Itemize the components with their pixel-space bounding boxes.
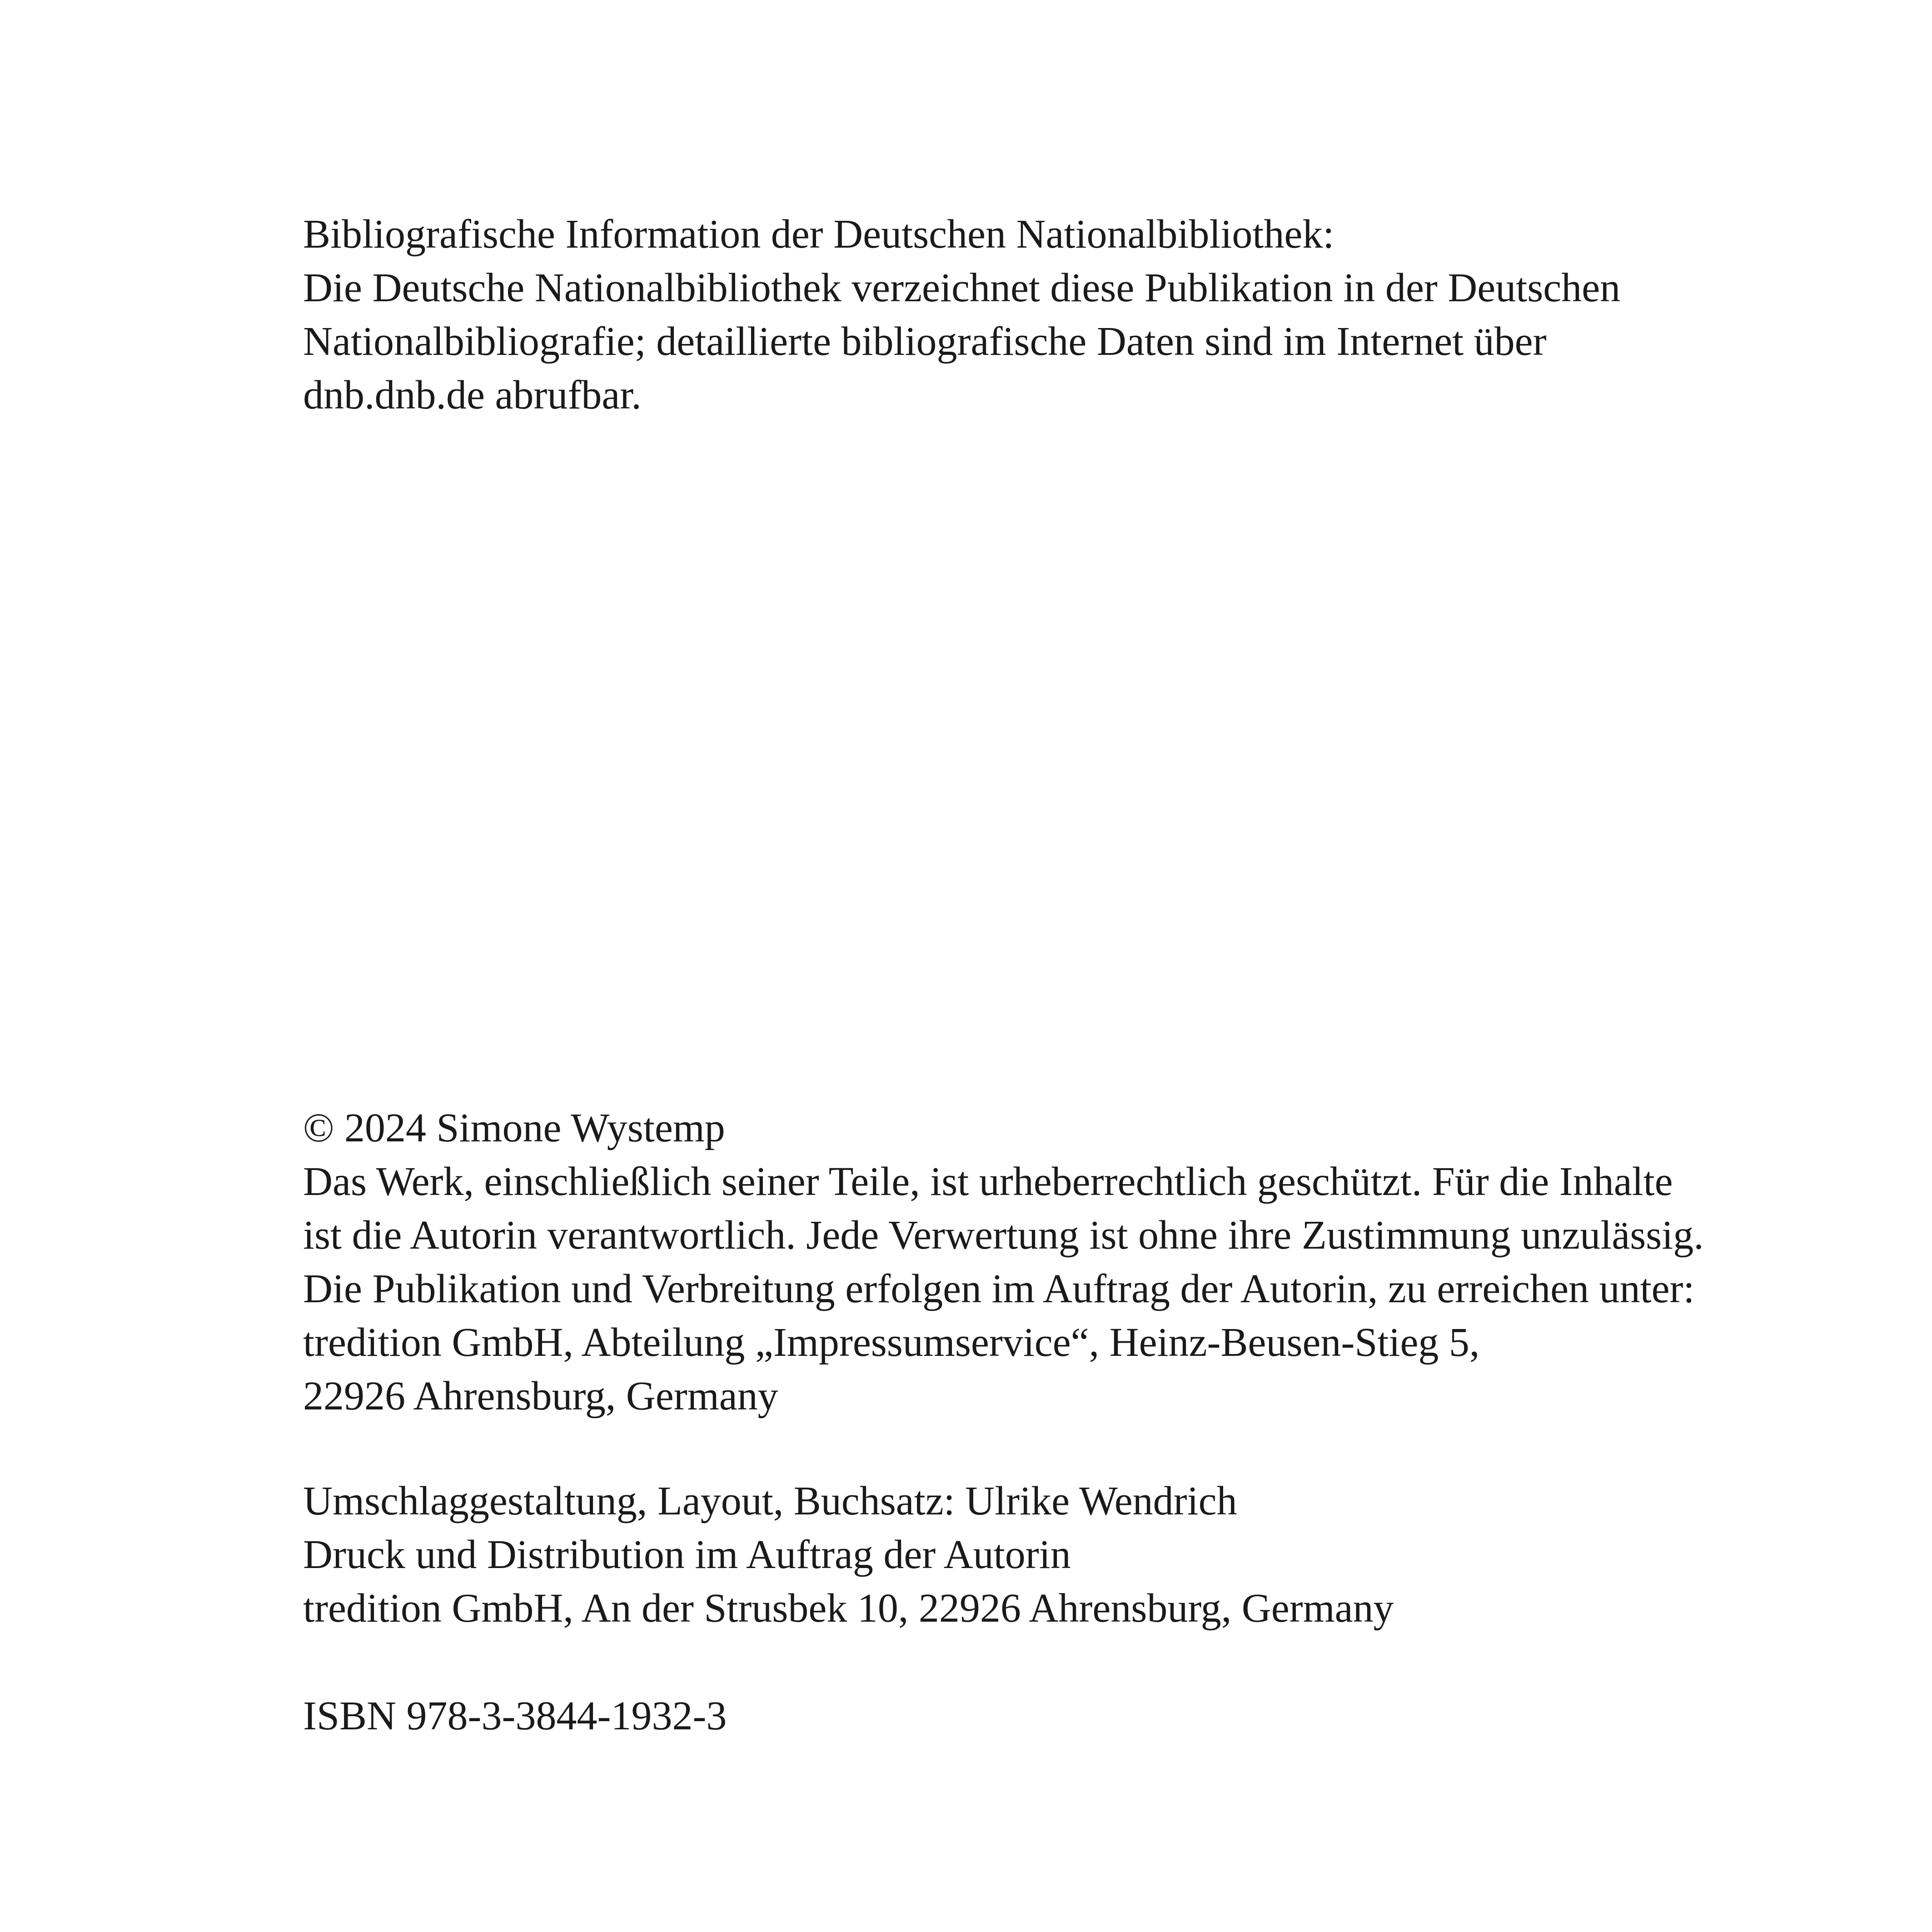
- printer-address-line: tredition GmbH, An der Strusbek 10, 22926 Ahrensburg, Germany: [303, 1586, 1394, 1631]
- production-credits: [303, 1474, 1803, 1635]
- bibliographic-information: [303, 208, 1803, 422]
- copyright-text-line: Die Publikation und Verbreitung erfolgen im Auftrag der Autorin, zu erreichen unter:: [303, 1266, 1695, 1311]
- copyright-text-line: Das Werk, einschließlich seiner Teile, ist urheberrechtlich geschützt. Für die Inhalte: [303, 1159, 1673, 1204]
- bibliographic-heading: Bibliografische Information der Deutschen Nationalbibliothek:: [303, 212, 1334, 257]
- copyright-text-line: ist die Autorin verantwortlich. Jede Verwertung ist ohne ihre Zustimmung unzulässig.: [303, 1213, 1704, 1258]
- isbn-number: ISBN 978-3-3844-1932-3: [303, 1693, 727, 1738]
- design-credit-line: Umschlaggestaltung, Layout, Buchsatz: Ulrike Wendrich: [303, 1479, 1237, 1524]
- bibliographic-text-line: Die Deutsche Nationalbibliothek verzeichnet diese Publikation in der Deutschen: [303, 265, 1621, 310]
- copyright-line: © 2024 Simone Wystemp: [303, 1105, 725, 1150]
- bibliographic-text-line: dnb.dnb.de abrufbar.: [303, 373, 642, 418]
- isbn-block: [303, 1689, 1803, 1743]
- copyright-notice: [303, 1101, 1803, 1423]
- publisher-address-line: 22926 Ahrensburg, Germany: [303, 1374, 778, 1419]
- publisher-address-line: tredition GmbH, Abteilung „Impressumservice“, Heinz-Beusen-Stieg 5,: [303, 1320, 1480, 1365]
- bibliographic-text-line: Nationalbibliografie; detaillierte bibliografische Daten sind im Internet über: [303, 319, 1547, 364]
- distribution-line: Druck und Distribution im Auftrag der Autorin: [303, 1532, 1071, 1577]
